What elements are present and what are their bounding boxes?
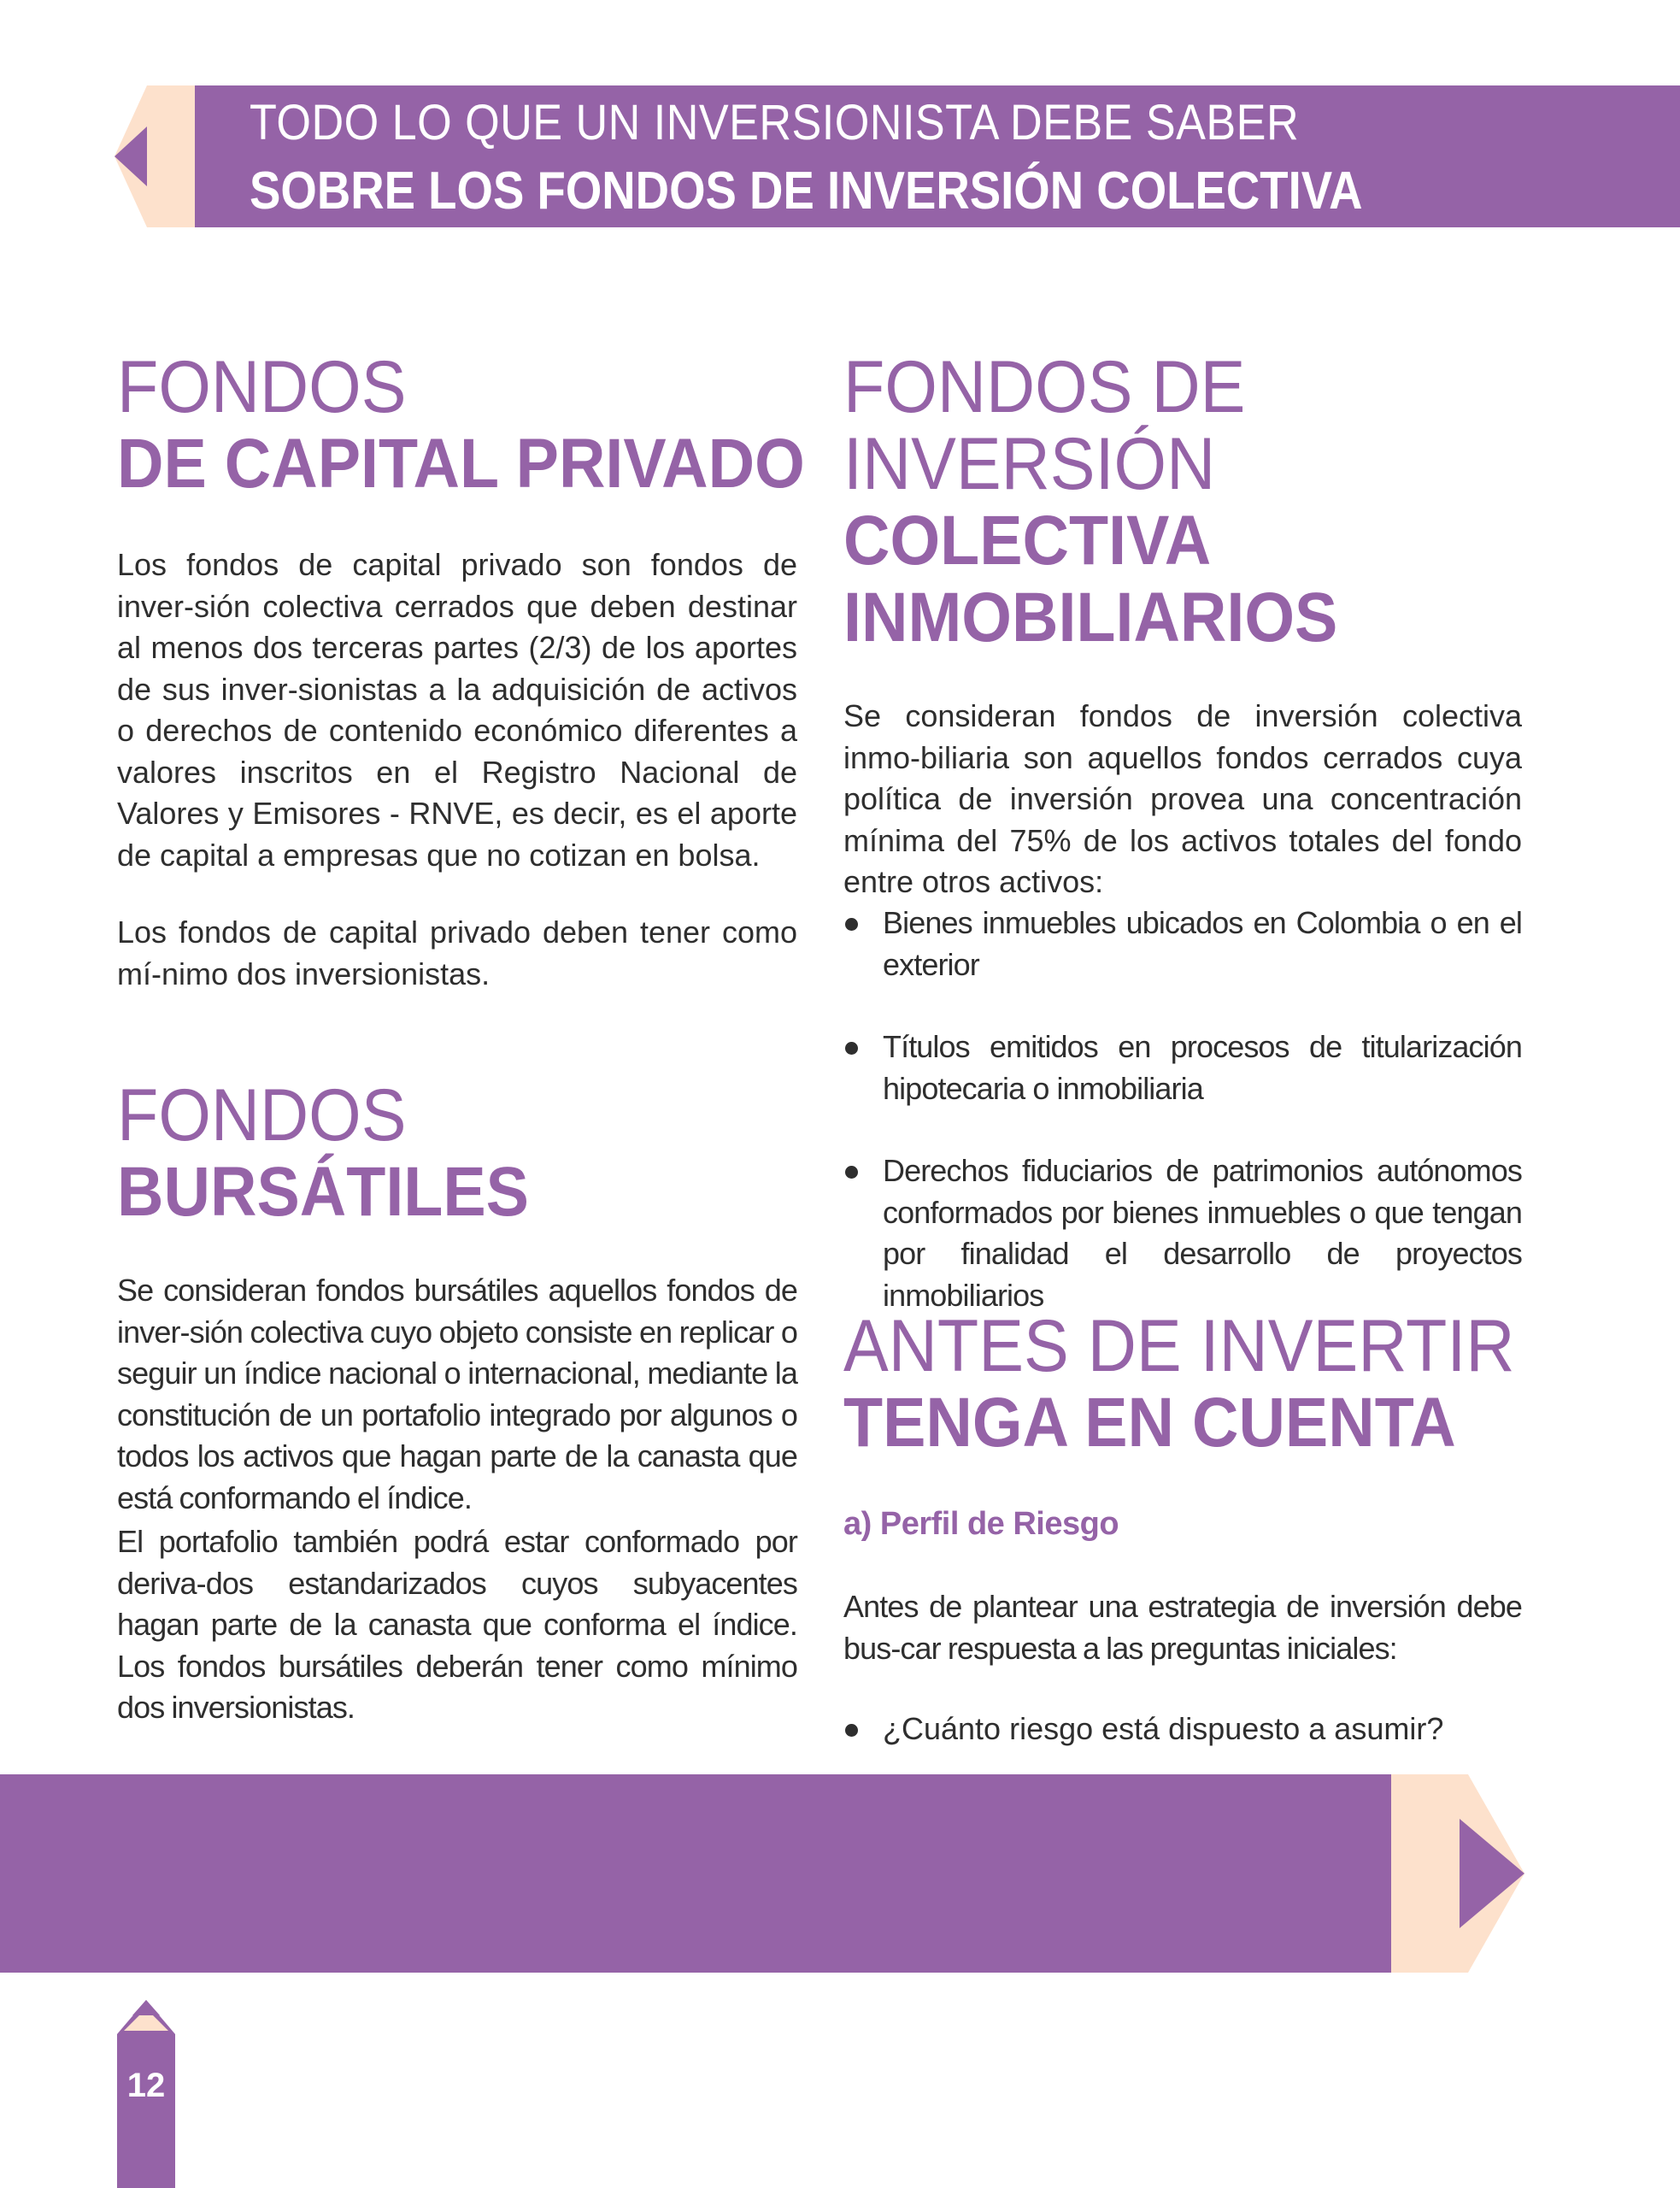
- antes-de-invertir-heading-light: ANTES DE INVERTIR: [843, 1305, 1515, 1387]
- capital-privado-heading-bold: DE CAPITAL PRIVADO: [117, 425, 805, 503]
- inmobiliarios-heading-bold-2: INMOBILIARIOS: [843, 579, 1338, 656]
- antes-de-invertir-heading-bold: TENGA EN CUENTA: [843, 1384, 1456, 1462]
- antes-de-invertir-paragraph-1: Antes de plantear una estrategia de inversión debe bus-car respuesta a las preguntas iniciales:: [843, 1589, 1522, 1666]
- list-item: [843, 1709, 1522, 1750]
- bursatiles-paragraph-1: Se consideran fondos bursátiles aquellos fondos de inver-sión colectiva cuyo objeto consiste en replicar o seguir un índice nacional o internacional, mediante la constitución de un portafolio integrado por algunos o todos los activos que hagan parte de la canasta que está conformando el índice.: [117, 1273, 797, 1515]
- header-title-line2: SOBRE LOS FONDOS DE INVERSIÓN COLECTIVA: [250, 162, 1363, 221]
- bursatiles-paragraph-2: El portafolio también podrá estar conformado por deriva-dos estandarizados cuyos subyacentes hagan parte de la canasta que conforma el índice. Los fondos bursátiles deberán tener como mínimo dos inversionistas.: [117, 1524, 797, 1725]
- bullet-dot-icon: [845, 1724, 858, 1737]
- bursatiles-heading-light: FONDOS: [117, 1074, 407, 1156]
- bottom-pencil-tip: [1391, 1774, 1524, 1973]
- capital-privado-heading: [117, 346, 805, 503]
- inmobiliarios-heading: [843, 346, 1338, 656]
- inmobiliarios-paragraph-1: Se consideran fondos de inversión colectiva inmo-biliaria son aquellos fondos cerrados cuya política de inversión provea una concentración mínima del 75% de los activos totales del fondo entre otros activos:: [843, 698, 1522, 899]
- bullet-dot-icon: [845, 918, 858, 931]
- list-item-text: Bienes inmuebles ubicados en Colombia o en el exterior: [883, 905, 1522, 982]
- list-item: [843, 1150, 1522, 1316]
- capital-privado-paragraph-2: Los fondos de capital privado deben tener como mí-nimo dos inversionistas.: [117, 915, 797, 991]
- list-item-text: ¿Cuánto riesgo está dispuesto a asumir?: [883, 1711, 1444, 1746]
- capital-privado-paragraph-1: Los fondos de capital privado son fondos de inver-sión colectiva cerrados que deben destinar al menos dos terceras partes (2/3) de los aportes de sus inver-sionistas a la adquisición de activos o derechos de contenido económico diferentes a valores inscritos en el Registro Nacional de Valores y Emisores - RNVE, es decir, es el aporte de capital a empresas que no cotizan en bolsa.: [117, 547, 797, 873]
- bursatiles-heading: [117, 1074, 530, 1231]
- header-title-line1: TODO LO QUE UN INVERSIONISTA DEBE SABER: [250, 95, 1300, 150]
- header-pencil-tip: [115, 85, 197, 227]
- inmobiliarios-bullet-list: [843, 903, 1522, 1357]
- list-item: [843, 1026, 1522, 1109]
- page-number: 12: [126, 2067, 166, 2104]
- list-item-text: Títulos emitidos en procesos de titularización hipotecaria o inmobiliaria: [883, 1029, 1522, 1106]
- inmobiliarios-heading-light-2: INVERSIÓN: [843, 423, 1216, 505]
- list-item: [843, 903, 1522, 985]
- list-item-text: Derechos fiduciarios de patrimonios autónomos conformados por bienes inmuebles o que tengan por finalidad el desarrollo de proyectos inmobiliarios: [883, 1153, 1522, 1313]
- antes-de-invertir-heading: [843, 1305, 1515, 1462]
- perfil-de-riesgo-subheading: a) Perfil de Riesgo: [843, 1506, 1119, 1542]
- bullet-dot-icon: [845, 1166, 858, 1179]
- inmobiliarios-heading-light-1: FONDOS DE: [843, 346, 1246, 428]
- bottom-pencil-banner: [0, 1774, 1393, 1973]
- inmobiliarios-heading-bold-1: COLECTIVA: [843, 502, 1212, 579]
- capital-privado-heading-light: FONDOS: [117, 346, 407, 428]
- bullet-dot-icon: [845, 1042, 858, 1055]
- bursatiles-heading-bold: BURSÁTILES: [117, 1153, 530, 1231]
